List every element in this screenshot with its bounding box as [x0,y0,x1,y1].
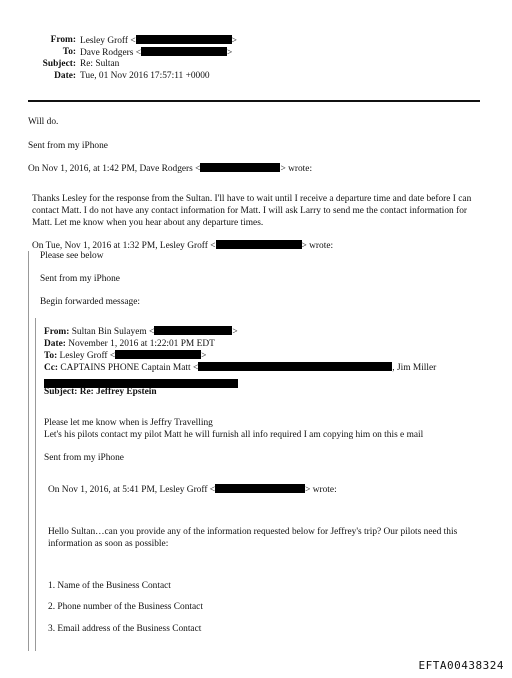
message-3-line-3: Begin forwarded message: [40,297,140,307]
redaction [216,240,302,249]
redaction [141,47,227,56]
to-value: Dave Rodgers < > [80,48,233,58]
list-item: 1. Name of the Business Contact [48,581,171,591]
message-4-line-1: Please let me know when is Jeffry Travelling [44,418,213,428]
redaction [136,35,232,44]
reply-line-2: Sent from my iPhone [28,141,108,151]
fwd-to: To: Lesley Groff < > [44,351,207,361]
message-3-line-2: Sent from my iPhone [40,274,120,284]
subject-label: Subject: [42,59,76,69]
message-3-line-1: Please see below [40,251,104,261]
from-label: From: [50,35,76,45]
message-body-5: Hello Sultan…can you provide any of the information requested below for Jeffrey's trip? Our pilots need this information as soon as possible: [48,527,458,549]
from-value: Lesley Groff < > [80,36,237,46]
redaction [215,484,305,493]
fwd-cc: Cc: CAPTAINS PHONE Captain Matt < , Jim Miller [44,363,437,373]
fwd-subject: Subject: Re: Jeffrey Epstein [44,387,157,397]
quote-bar-1 [28,251,29,651]
quote-bar-2 [35,318,36,651]
fwd-from: From: Sultan Bin Sulayem < > [44,327,238,337]
list-item: 3. Email address of the Business Contact [48,624,202,634]
redaction [200,163,280,172]
header-divider [28,100,480,102]
redaction [154,326,232,335]
date-value: Tue, 01 Nov 2016 17:57:11 +0000 [80,71,210,81]
fwd-cc-continued [44,374,238,383]
date-label: Date: [54,71,76,81]
fwd-date: Date: November 1, 2016 at 1:22:01 PM EDT [44,339,215,349]
document-id: EFTA00438324 [418,659,504,672]
to-label: To: [62,47,76,57]
quote-attribution-3: On Nov 1, 2016, at 5:41 PM, Lesley Groff < > wrote: [48,485,337,495]
list-item: 2. Phone number of the Business Contact [48,602,203,612]
quote-attribution-2: On Tue, Nov 1, 2016 at 1:32 PM, Lesley Groff < > wrote: [32,241,334,251]
quote-attribution-1: On Nov 1, 2016, at 1:42 PM, Dave Rodgers < > wrote: [28,164,313,174]
subject-value: Re: Sultan [80,59,120,69]
redaction [115,350,201,359]
message-4-line-3: Sent from my iPhone [44,453,124,463]
redaction [198,362,392,371]
message-4-line-2: Let's his pilots contact my pilot Matt he will furnish all info required I am copying him on this e mail [44,430,424,440]
message-body-2: Thanks Lesley for the response from the Sultan. I'll have to wait until I receive a departure time and date before I can contact Matt. I do not have any contact information for Matt. I will ask Larry to send me the contact information for Matt. Let me know when you hear about any departure times. [32,194,472,228]
reply-line-1: Will do. [28,117,59,127]
